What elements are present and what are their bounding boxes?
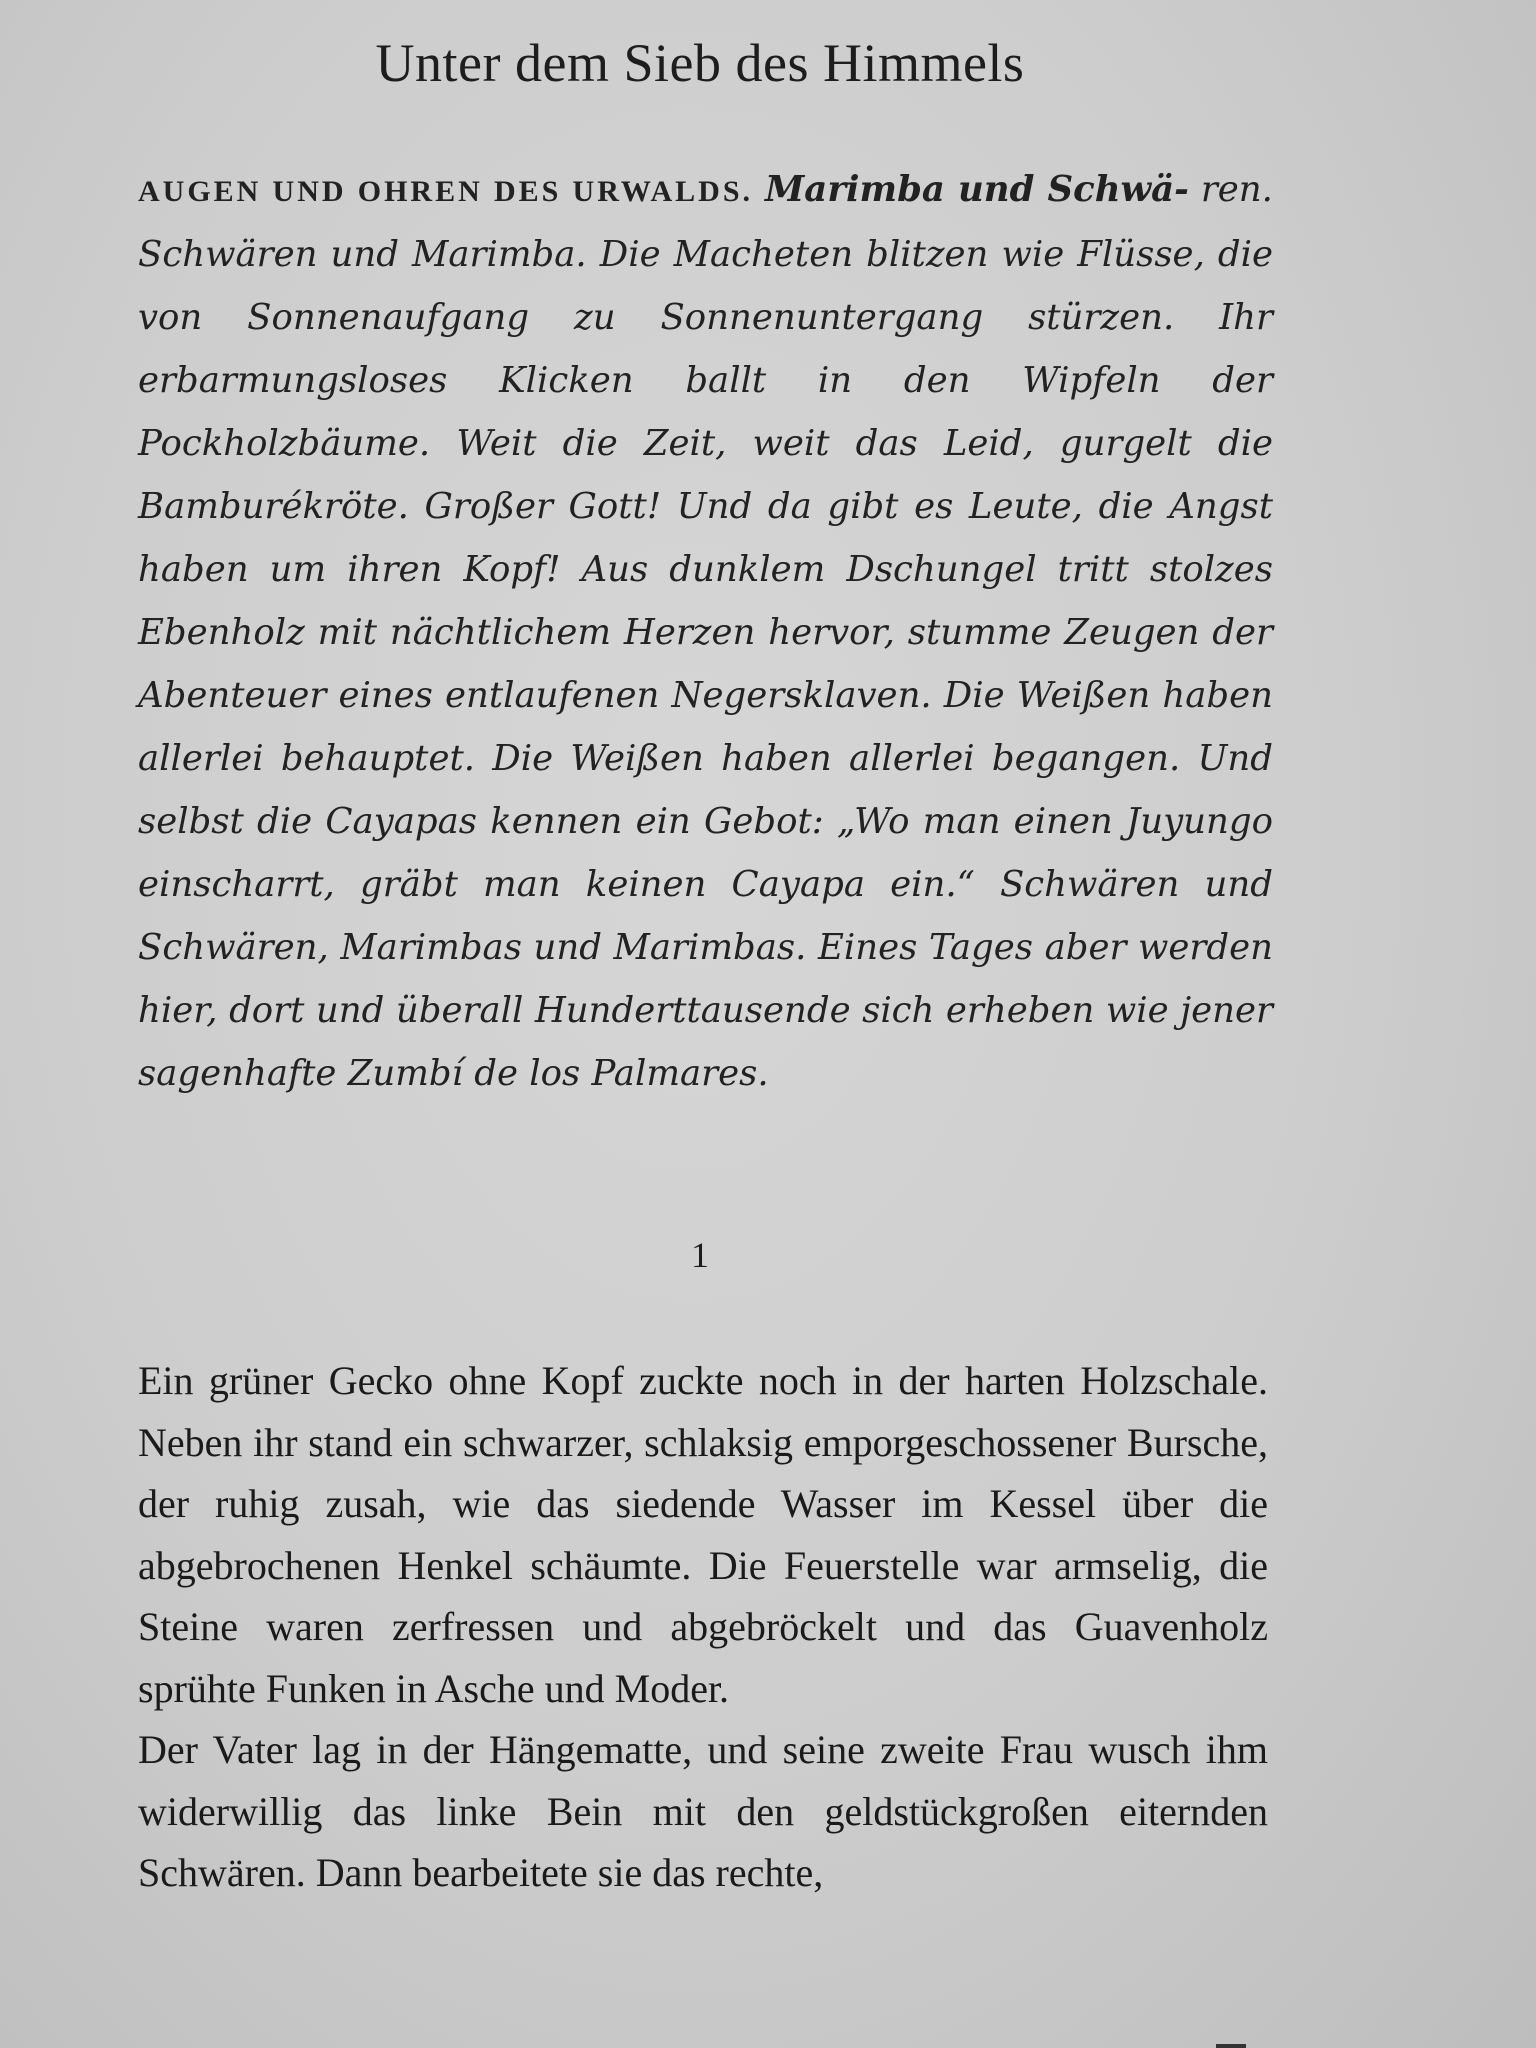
- chapter-body: [138, 1350, 1268, 1904]
- body-paragraph: Ein grüner Gecko ohne Kopf zuckte noch in der harten Holzschale. Neben ihr stand ein schwarzer, schlaksig emporgeschossener Bursche, der ruhig zusah, wie das siedende Wasser im Kessel über die abgebrochenen Henkel schäumte. Die Feuerstelle war armselig, die Steine waren zerfressen und abgebröckelt und das Guavenholz sprühte Funken in Asche und Moder.: [138, 1358, 1268, 1711]
- prologue-lead-caps: AUGEN UND OHREN DES URWALDS.: [138, 175, 754, 208]
- page-title: Unter dem Sieb des Himmels: [375, 33, 1025, 93]
- body-paragraph: Der Vater lag in der Hängematte, und seine zweite Frau wusch ihm widerwillig das linke Bein mit den geldstückgroßen eiternden Schwären. Dann bearbeitete sie das rechte,: [138, 1727, 1268, 1895]
- prologue-lead-italic: Marimba und Schwä-: [765, 169, 1189, 210]
- page-edge-mark: [1216, 2044, 1246, 2048]
- prologue-paragraph: [138, 158, 1273, 1105]
- chapter-number: 1: [691, 1235, 709, 1275]
- prologue-text: ren. Schwären und Marimba. Die Macheten blitzen wie Flüsse, die von Sonnenaufgang zu Sonnenuntergang stürzen. Ihr erbarmungsloses Klicken ballt in den Wipfeln der Pockholzbäume. Weit die Zeit, weit das Leid, gurgelt die Bamburékröte. Großer Gott! Und da gibt es Leute, die Angst haben um ihren Kopf! Aus dunklem Dschungel tritt stolzes Ebenholz mit nächtlichem Herzen hervor, stumme Zeugen der Abenteuer eines entlaufenen Negersklaven. Die Weißen haben allerlei behauptet. Die Weißen haben allerlei begangen. Und selbst die Cayapas kennen ein Gebot: „Wo man einen Juyungo einscharrt, gräbt man keinen Cayapa ein.“ Schwären und Schwären, Marimbas und Marimbas. Eines Tages aber werden hier, dort und überall Hunderttausende sich erheben wie jener sagenhafte Zumbí de los Palmares.: [138, 169, 1273, 1094]
